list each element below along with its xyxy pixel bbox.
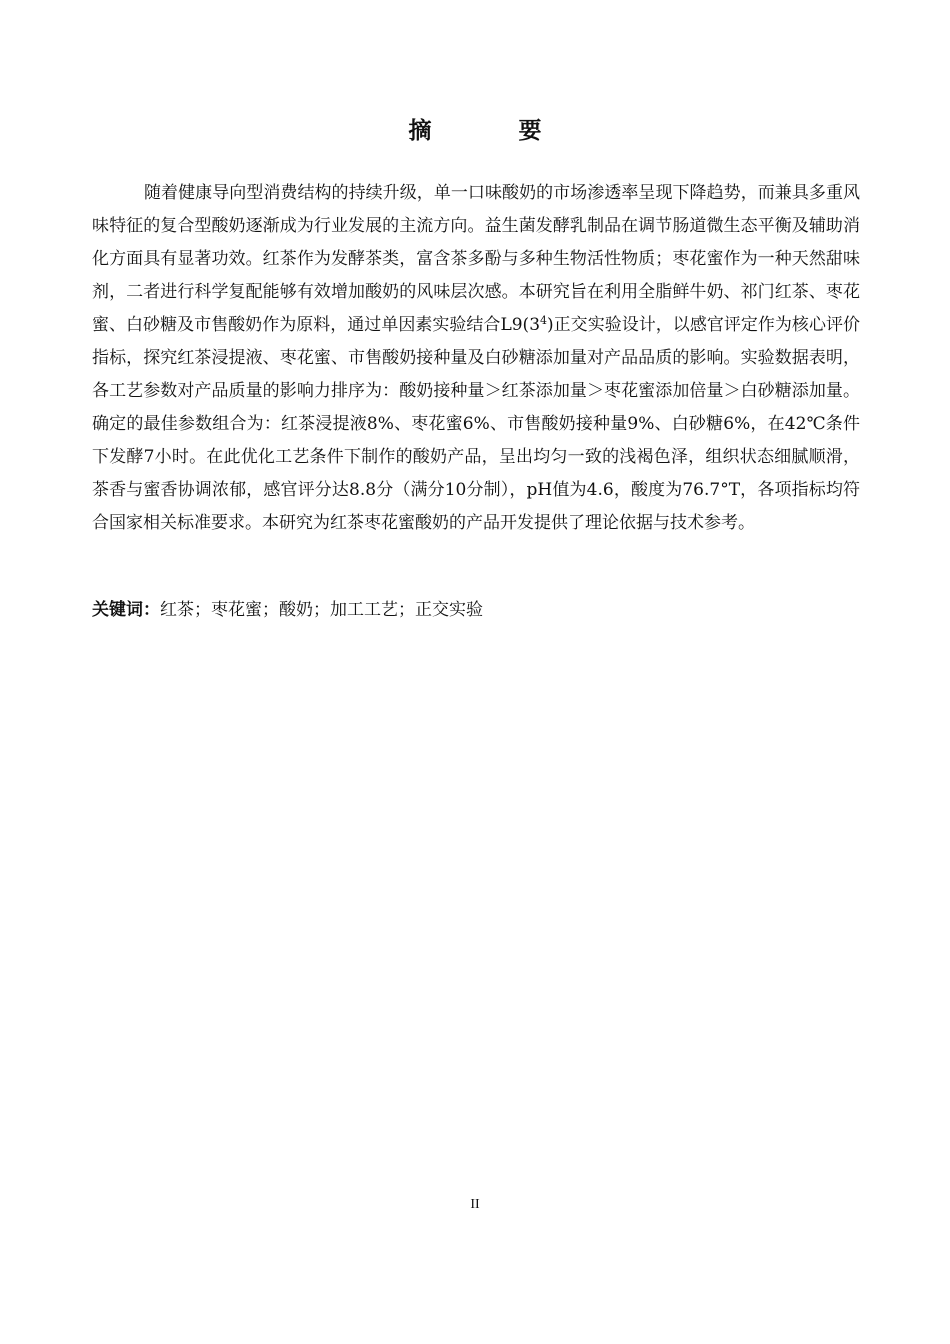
keywords-label: 关键词：	[92, 600, 160, 620]
abstract-paragraph	[92, 177, 860, 540]
page-title: 摘 要	[408, 118, 574, 144]
abstract-text-part-2: )正交实验设计，以感官评定作为核心评价指标，探究红茶浸提液、枣花蜜、市售酸奶接种量及白砂糖添加量对产品品质的影响。实验数据表明，各工艺参数对产品质量的影响力排序为：酸奶接种量＞红茶添加量＞枣花蜜添加倍量＞白砂糖添加量。确定的最佳参数组合为：红茶浸提液8%、枣花蜜6%、市售酸奶接种量9%、白砂糖6%，在42℃条件下发酵7小时。在此优化工艺条件下制作的酸奶产品，呈出均匀一致的浅褐色泽，组织状态细腻顺滑，茶香与蜜香协调浓郁，感官评分达8.8分（满分10分制），pH值为4.6，酸度为76.7°T，各项指标均符合国家相关标准要求。本研究为红茶枣花蜜酸奶的产品开发提供了理论依据与技术参考。	[92, 315, 860, 533]
keywords-text: 红茶；枣花蜜；酸奶；加工工艺；正交实验	[160, 600, 483, 620]
abstract-superscript: 4	[540, 314, 548, 327]
keywords-line	[92, 595, 860, 625]
page-number: II	[470, 1197, 480, 1212]
abstract-text-part-1: 随着健康导向型消费结构的持续升级，单一口味酸奶的市场渗透率呈现下降趋势，而兼具多重风味特征的复合型酸奶逐渐成为行业发展的主流方向。益生菌发酵乳制品在调节肠道微生态平衡及辅助消化方面具有显著功效。红茶作为发酵茶类，富含茶多酚与多种生物活性物质；枣花蜜作为一种天然甜味剂，二者进行科学复配能够有效增加酸奶的风味层次感。本研究旨在利用全脂鲜牛奶、祁门红茶、枣花蜜、白砂糖及市售酸奶作为原料，通过单因素实验结合L9(3	[92, 183, 860, 335]
